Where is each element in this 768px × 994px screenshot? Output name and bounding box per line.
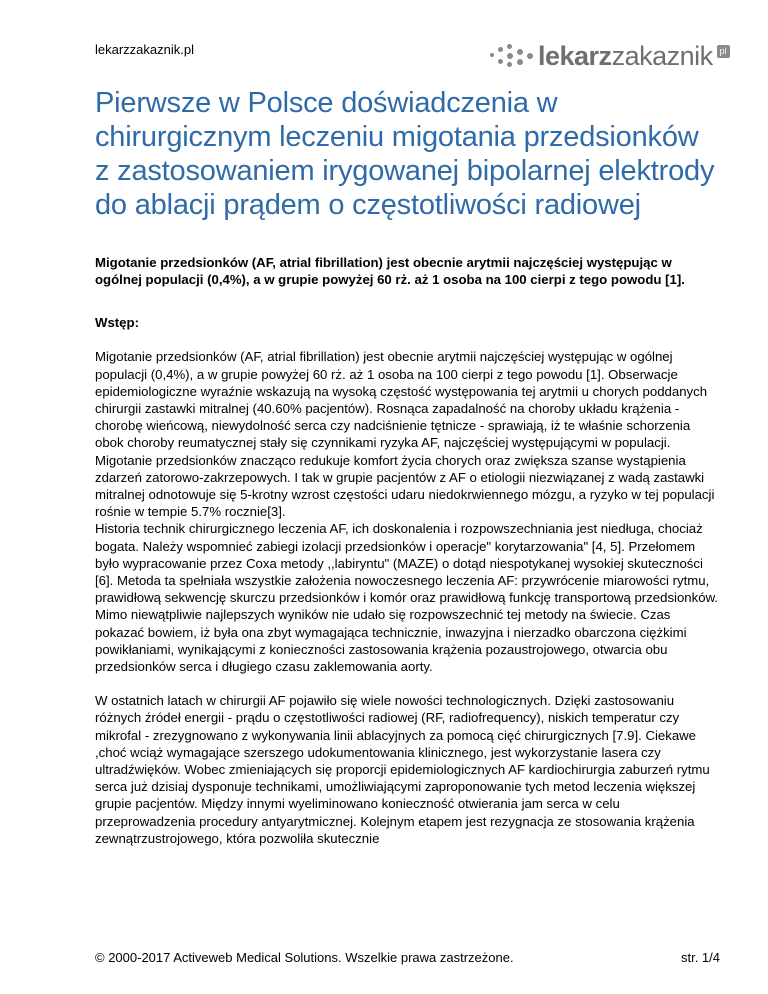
logo-dots-icon — [490, 44, 534, 68]
logo[interactable] — [490, 42, 730, 70]
logo-text: lekarzzakaznik — [538, 41, 713, 71]
logo-badge: pl — [717, 45, 730, 58]
copyright: © 2000-2017 Activeweb Medical Solutions. Wszelkie prawa zastrzeżone. — [95, 950, 514, 965]
page-footer — [95, 950, 720, 965]
section-title: Wstęp: — [95, 315, 139, 331]
paragraph: Mimo niewątpliwie najlepszych wyników nie udało się rozpowszechnić tej metody na świecie. Czas pokazać bowiem, iż była ona zbyt wymagająca technicznie, inwazyjna i nierzadko obarczona ciężkimi powikłaniami, wynikającymi z konieczności zastosowania krążenia pozaustrojowego, otwarcia obu przedsionków serca i długiego czasu zaklemowania aorty. — [95, 607, 687, 675]
article-lead: Migotanie przedsionków (AF, atrial fibrillation) jest obecnie arytmii najczęściej występując w ogólnej populacji (0,4%), a w grupie powyżej 60 rż. aż 1 osoba na 100 cierpi z tego powodu [1]. — [95, 255, 685, 288]
page-number: str. 1/4 — [680, 950, 720, 965]
paragraph: Migotanie przedsionków (AF, atrial fibrillation) jest obecnie arytmii najczęściej występując w ogólnej populacji (0,4%), a w grupie powyżej 60 rż. aż 1 osoba na 100 cierpi z tego powodu [1]. Obserwacje epidemiologiczne wyraźnie wskazują na wysoką częstość występowania tej arytmii u chorych poddanych chirurgii zastawki mitralnej (40.60% pacjentów). Rosnąca zapadalność na choroby układu krążenia - chorobę wieńcową, niewydolność serca czy nadciśnienie tętnicze - sprawiają, iż te właśnie schorzenia obok choroby reumatycznej stały się czynnikami ryzyka AF, najczęściej występującymi w populacji. Migotanie przedsionków znacząco redukuje komfort życia chorych oraz zwiększa szanse wystąpienia zdarzeń zatorowo-zakrzepowych. I tak w grupie pacjentów z AF o etiologii niezwiązanej z wadą zastawki mitralnej odnotowuje się 5-krotny wzrost częstości udaru niedokrwiennego mózgu, a ryzyko w tej populacji rośnie w tempie 5.7% rocznie[3]. — [95, 349, 715, 520]
paragraph: W ostatnich latach w chirurgii AF pojawiło się wiele nowości technologicznych. Dzięki zastosowaniu różnych źródeł energii - prądu o częstotliwości radiowej (RF, radiofrequency), niskich temperatur czy mikrofal - zrezygnowano z wykonywania linii ablacyjnych za pomocą cięć chirurgicznych [7.9]. Ciekawe ,choć wciąż wymagające szerszego udokumentowania klinicznego, jest wykorzystanie lasera czy ultradźwięków. Wobec zmieniających się proporcji epidemiologicznych AF kardiochirurgia zaburzeń rytmu serca już dzisiaj dysponuje technikami, umożliwiającymi zaproponowanie tych metod leczenia większej grupie pacjentów. Między innymi wyeliminowano konieczność otwierania jam serca w celu przeprowadzenia procedury antyarytmicznej. Kolejnym etapem jest rezygnacja ze stosowania krążenia zewnątrzustrojowego, która pozwoliła skutecznie — [95, 693, 710, 846]
paragraph: Historia technik chirurgicznego leczenia AF, ich doskonalenia i rozpowszechniania jest niedługa, chociaż bogata. Należy wspomnieć zabiegi izolacji przedsionków i operacje" korytarzowania" [4, 5]. Przełomem było wypracowanie przez Coxa metody ,,labiryntu" (MAZE) o dotąd niespotykanej wysokiej skuteczności [6]. Metoda ta spełniała wszystkie założenia nowoczesnego leczenia AF: przywrócenie miarowości rytmu, prawidłową sekwencję skurczu przedsionków i komór oraz prawidłową funkcję transportową przedsionków. — [95, 521, 719, 606]
article — [95, 86, 720, 847]
article-title: Pierwsze w Polsce doświadczenia w chirurgicznym leczeniu migotania przedsionków z zastosowaniem irygowanej bipolarnej elektrody do ablacji prądem o częstotliwości radiowej — [95, 87, 715, 221]
site-url: lekarzzakaznik.pl — [95, 42, 194, 57]
